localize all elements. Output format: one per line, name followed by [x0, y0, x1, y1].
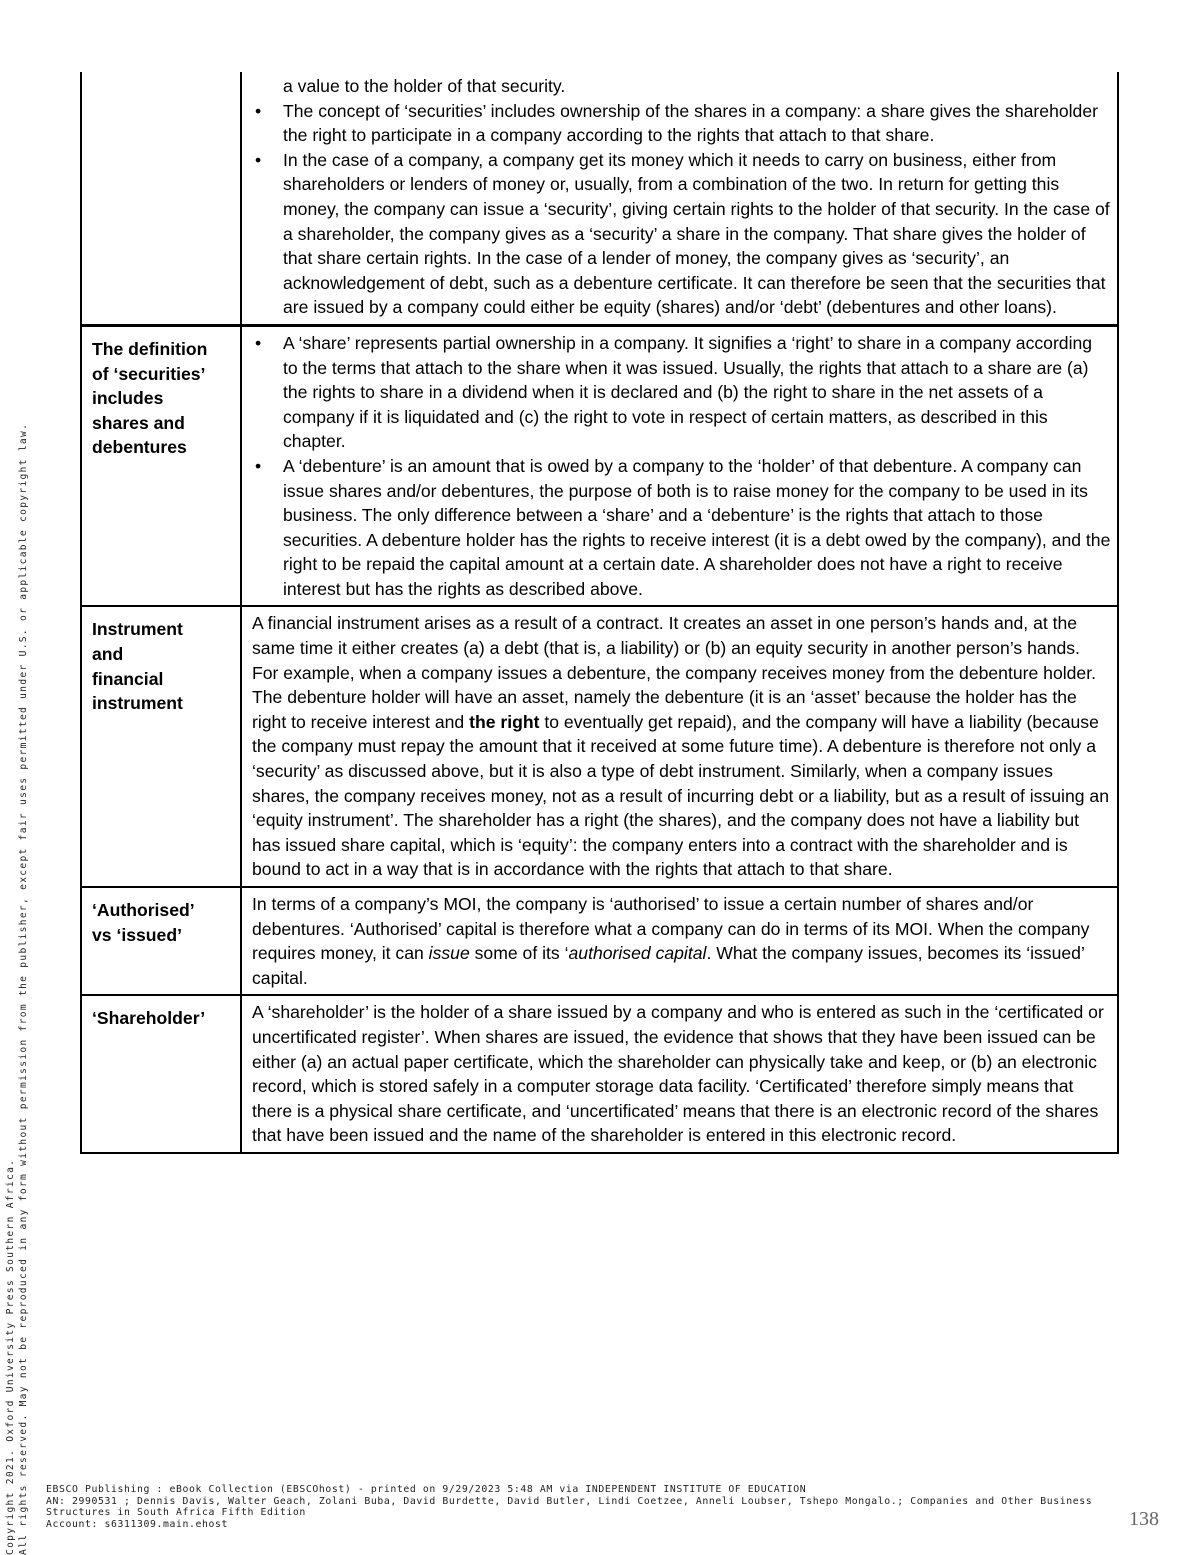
list-item: • A ‘debenture’ is an amount that is owed by a company to the ‘holder’ of that debenture. A company can issue shares and/or debentures, the purpose of both is to raise money for the company to be used in its business. The only difference between a ‘share’ and a ‘debenture’ is the rights that attach to those securities. A debenture holder has the rights to receive interest (it is a debt owed by the company), and the right to be repaid the capital amount at a certain date. A shareholder does not have a right to receive interest but has the rights as described above. [252, 454, 1111, 602]
paragraph-text: In terms of a company’s MOI, the company is ‘authorised’ to issue a certain number of shares and/or debentures. ‘Authorised’ capital is therefore what a company can do in terms of its MOI. When the company requires money, it can [252, 894, 1090, 964]
paragraph [252, 611, 1111, 882]
description-cell [241, 72, 1118, 325]
definitions-table [80, 72, 1119, 1154]
copyright-line: Copyright 2021. Oxford University Press Southern Africa. [5, 1158, 16, 1555]
footer-line: EBSCO Publishing : eBook Collection (EBSCOhost) - printed on 9/29/2023 5:48 AM via INDEPENDENT INSTITUTE OF EDUCATION [46, 1484, 807, 1495]
term-cell [81, 887, 241, 995]
paragraph-text: A financial instrument arises as a result of a contract. It creates an asset in one person’s hands and, at the same time it either creates (a) a debt (that is, a liability) or (b) an equity security in another person’s hands. For example, when a company issues a debenture, the company receives money from the debenture holder. The debenture holder will have an asset, namely the debenture (it is an ‘asset’ because the holder has the right to receive interest and [252, 613, 1096, 732]
term-line: The definition [92, 338, 208, 359]
term-line: shares and [92, 412, 185, 433]
term-cell [81, 606, 241, 887]
italic-text: issue [428, 943, 470, 964]
table-row [81, 72, 1118, 325]
footer-line: Account: s6311309.main.ehost [46, 1518, 228, 1530]
term-cell [81, 72, 241, 325]
footer [46, 1484, 1092, 1530]
term-line: and [92, 644, 124, 665]
term-line: ‘Authorised’ [92, 900, 195, 920]
term-line: financial [92, 668, 164, 689]
paragraph-text: to eventually get repaid), and the company will have a liability (because the company must repay the amount that it received at some future time). A debenture is therefore not only a ‘security’ as discussed above, but it is also a type of debt instrument. Similarly, when a company issues shares, the company receives money, not as a result of incurring debt or a liability, but as a result of issuing an ‘equity instrument’. The shareholder has a right (the shares), and the company does not have a liability but has issued share capital, which is ‘equity’: the company enters into a contract with the shareholder and is bound to act in a way that is in accordance with the rights that attach to that share. [252, 711, 1109, 880]
bold-text: the right [469, 711, 540, 732]
term-line: includes [92, 388, 164, 409]
term-line: debentures [92, 437, 187, 458]
table-row [81, 887, 1118, 995]
term-cell [81, 325, 241, 606]
copyright-line: All rights reserved. May not be reproduced in any form without permission from the publisher, except fair uses permitted under U.S. or applicable copyright law. [18, 422, 29, 1555]
list-item: a value to the holder of that security. [283, 76, 566, 96]
footer-line: Structures in South Africa Fifth Edition [46, 1507, 306, 1519]
copyright-sidebar [4, 423, 30, 1555]
term-line: of ‘securities’ [92, 363, 206, 384]
term-line: instrument [92, 693, 183, 714]
term-line: ‘Shareholder’ [92, 1008, 206, 1029]
table-row [81, 325, 1118, 606]
table-row [81, 995, 1118, 1153]
italic-text: authorised capital [568, 943, 707, 964]
description-cell [241, 606, 1118, 887]
paragraph [252, 892, 1111, 990]
description-cell [241, 995, 1118, 1153]
page-number: 138 [1129, 1508, 1159, 1530]
paragraph: A ‘shareholder’ is the holder of a share issued by a company and who is entered as such in the ‘certificated or uncertificated register’. When shares are issued, the evidence that shows that they have been issued can be either (a) an actual paper certificate, which the shareholder can physically take and keep, or (b) an electronic record, which is stored safely in a computer storage data facility. ‘Certificated’ therefore simply means that there is a physical share certificate, and ‘uncertificated’ means that there is an electronic record of the shares that have been issued and the name of the shareholder is entered in this electronic record. [252, 1002, 1104, 1146]
description-cell [241, 325, 1118, 606]
footer-line: AN: 2990531 ; Dennis Davis, Walter Geach, Zolani Buba, David Burdette, David Butler, Lindi Coetzee, Anneli Loubser, Tshepo Mongalo.; Companies and Other Business [46, 1495, 1093, 1507]
description-cell [241, 887, 1118, 995]
term-cell [81, 995, 241, 1153]
list-item: • In the case of a company, a company get its money which it needs to carry on business, either from shareholders or lenders of money or, usually, from a combination of the two. In return for getting this money, the company can issue a ‘security’, giving certain rights to the holder of that security. In the case of a shareholder, the company gives as a ‘security’ a share in the company. That share gives the holder of that share certain rights. In the case of a lender of money, the company gives as ‘security’, an acknowledgement of debt, such as a debenture certificate. It can therefore be seen that the securities that are issued by a company could either be equity (shares) and/or ‘debt’ (debentures and other loans). [252, 148, 1111, 320]
list-item: • The concept of ‘securities’ includes ownership of the shares in a company: a share gives the shareholder the right to participate in a company according to the rights that attach to that share. [252, 99, 1111, 148]
term-line: vs ‘issued’ [92, 924, 182, 945]
paragraph-text: . What the company issues, becomes its ‘issued’ capital. [252, 943, 1085, 988]
list-item: • A ‘share’ represents partial ownership in a company. It signifies a ‘right’ to share in a company according to the terms that attach to the share when it was issued. Usually, the rights that attach to a share are (a) the rights to share in a dividend when it is declared and (b) the right to share in the net assets of a company if it is liquidated and (c) the right to vote in respect of certain matters, as described in this chapter. [252, 331, 1111, 454]
term-line: Instrument [92, 619, 183, 640]
table-row [81, 606, 1118, 887]
paragraph-text: some of its ‘ [469, 943, 569, 964]
